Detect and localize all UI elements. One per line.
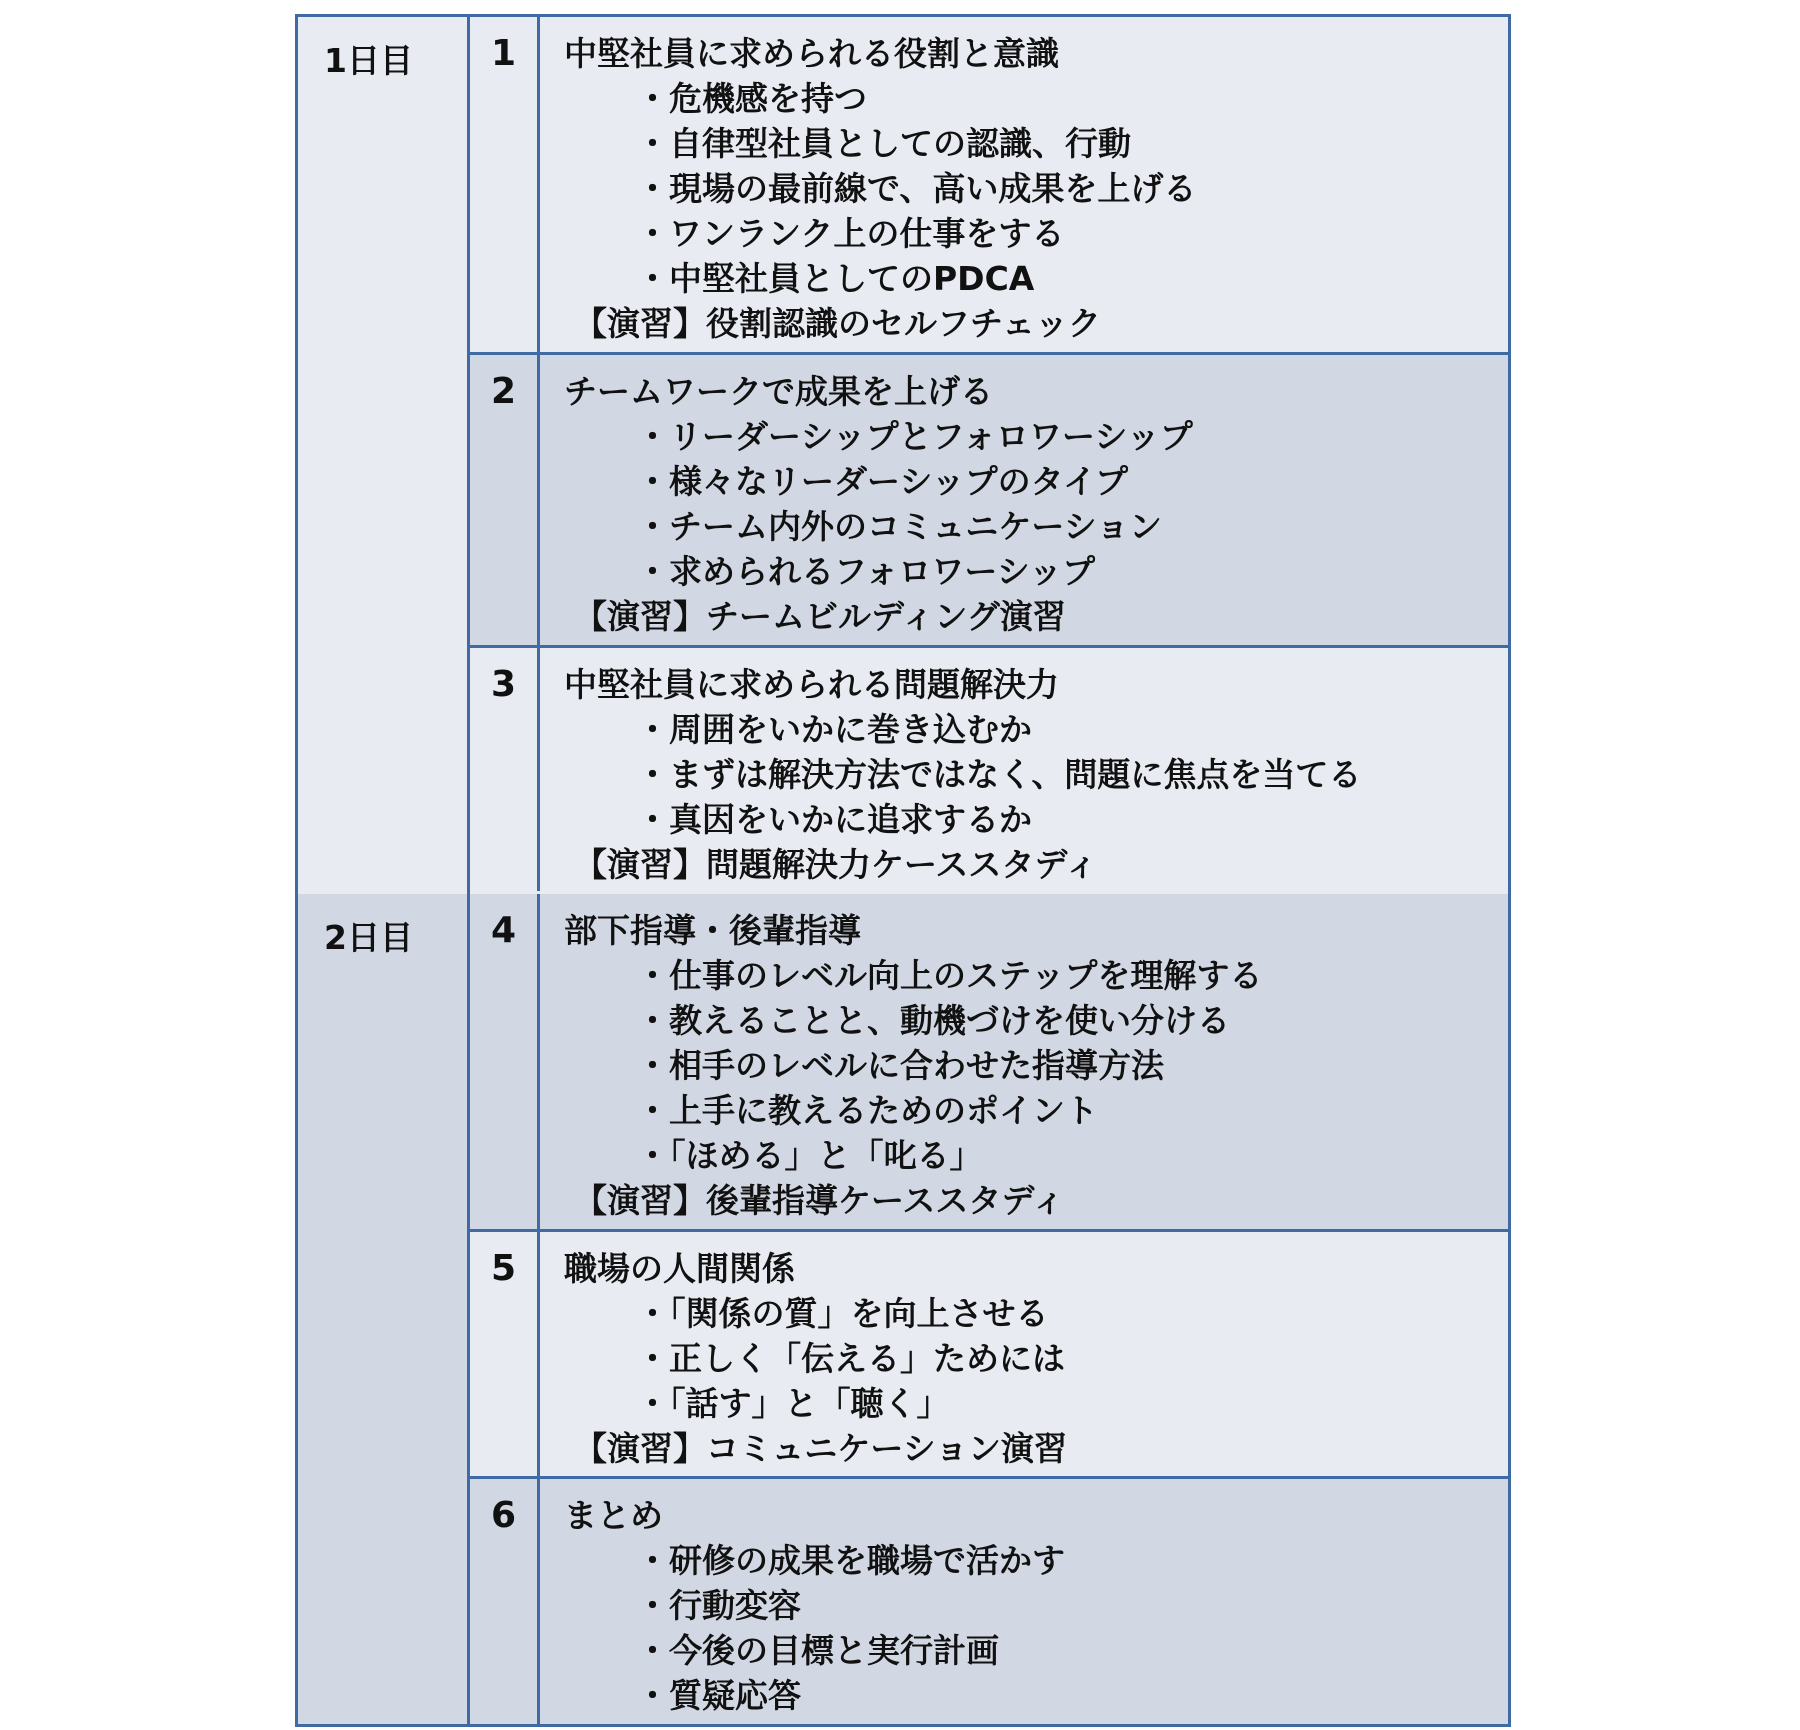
session-item: ・研修の成果を職場で活かす xyxy=(636,1541,1065,1580)
session-number: 3 xyxy=(470,648,540,891)
session-number: 2 xyxy=(470,355,540,645)
session-number: 5 xyxy=(470,1232,540,1476)
session-3 xyxy=(470,648,1508,891)
session-exercise: 【演習】問題解決力ケーススタディ xyxy=(574,845,1098,884)
session-item: ・中堅社員としてのPDCA xyxy=(636,259,1035,298)
session-exercise: 【演習】後輩指導ケーススタディ xyxy=(574,1181,1065,1220)
session-item: ・「関係の質」を向上させる xyxy=(636,1294,1049,1333)
session-item: ・「話す」と「聴く」 xyxy=(636,1384,950,1423)
session-number: 6 xyxy=(470,1479,540,1724)
session-content xyxy=(540,17,1508,346)
session-title: 部下指導・後輩指導 xyxy=(564,911,861,950)
session-4 xyxy=(470,894,1508,1232)
day-1-block xyxy=(298,17,1508,897)
session-number: 1 xyxy=(470,17,540,352)
session-item: ・正しく「伝える」ためには xyxy=(636,1339,1065,1378)
session-item: ・周囲をいかに巻き込むか xyxy=(636,710,1032,749)
session-item: ・教えることと、動機づけを使い分ける xyxy=(636,1001,1230,1040)
day-2-block xyxy=(298,894,1508,1724)
session-content xyxy=(540,894,1508,1223)
session-item: ・相手のレベルに合わせた指導方法 xyxy=(636,1046,1164,1085)
session-item: ・質疑応答 xyxy=(636,1676,801,1715)
session-6 xyxy=(470,1479,1508,1724)
session-item: ・ワンランク上の仕事をする xyxy=(636,214,1065,253)
session-item: ・行動変容 xyxy=(636,1586,801,1625)
session-content xyxy=(540,355,1508,639)
session-content xyxy=(540,1232,1508,1471)
session-item: ・危機感を持つ xyxy=(636,79,867,118)
session-item: ・真因をいかに追求するか xyxy=(636,800,1032,839)
session-title: 中堅社員に求められる問題解決力 xyxy=(564,665,1059,704)
session-exercise: 【演習】コミュニケーション演習 xyxy=(574,1429,1068,1468)
session-1 xyxy=(470,17,1508,355)
session-item: ・現場の最前線で、高い成果を上げる xyxy=(636,169,1197,208)
session-5 xyxy=(470,1232,1508,1479)
session-content xyxy=(540,648,1508,887)
training-schedule-table xyxy=(295,14,1511,1727)
session-item: ・求められるフォロワーシップ xyxy=(636,552,1096,591)
session-title: チームワークで成果を上げる xyxy=(564,372,993,411)
session-exercise: 【演習】役割認識のセルフチェック xyxy=(574,304,1102,343)
day-2-label: 2日目 xyxy=(298,894,470,1724)
day-1-label: 1日目 xyxy=(298,17,470,894)
session-item: ・リーダーシップとフォロワーシップ xyxy=(636,417,1193,456)
session-content xyxy=(540,1479,1508,1718)
session-item: ・まずは解決方法ではなく、問題に焦点を当てる xyxy=(636,755,1362,794)
session-item: ・今後の目標と実行計画 xyxy=(636,1631,999,1670)
session-title: 職場の人間関係 xyxy=(564,1249,795,1288)
session-title: 中堅社員に求められる役割と意識 xyxy=(564,34,1059,73)
session-title: まとめ xyxy=(564,1496,663,1535)
session-exercise: 【演習】チームビルディング演習 xyxy=(574,597,1066,636)
session-item: ・自律型社員としての認識、行動 xyxy=(636,124,1131,163)
session-item: ・「ほめる」と「叱る」 xyxy=(636,1136,983,1175)
session-item: ・上手に教えるためのポイント xyxy=(636,1091,1098,1130)
session-item: ・チーム内外のコミュニケーション xyxy=(636,507,1163,546)
session-item: ・様々なリーダーシップのタイプ xyxy=(636,462,1129,501)
session-number: 4 xyxy=(470,894,540,1229)
session-item: ・仕事のレベル向上のステップを理解する xyxy=(636,956,1263,995)
session-2 xyxy=(470,355,1508,648)
